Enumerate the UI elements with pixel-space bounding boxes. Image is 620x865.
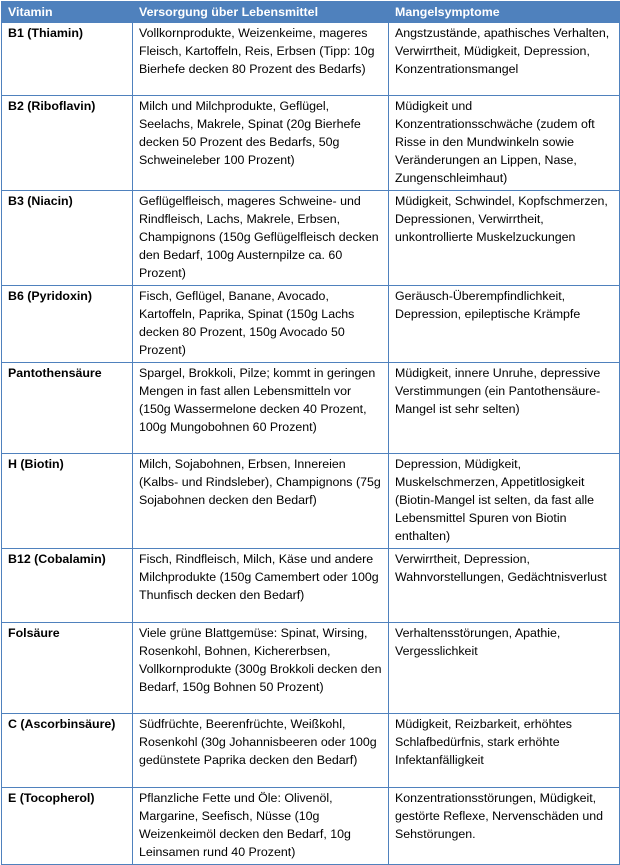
sources-cell: Milch, Sojabohnen, Erbsen, Innereien (Kalbs- und Rindsleber), Champignons (75g Sojabohnen decken den Bedarf) [133,454,389,549]
symptoms-cell: Müdigkeit, innere Unruhe, depressive Verstimmungen (ein Pantothensäure-Mangel ist sehr selten) [389,363,620,454]
symptoms-cell: Müdigkeit und Konzentrationsschwäche (zudem oft Risse in den Mundwinkeln sowie Veränderungen an Lippen, Nase, Zungenschleimhaut) [389,96,620,191]
table-row [2,788,620,865]
vitamin-cell: H (Biotin) [2,454,133,549]
table-header [2,2,620,23]
table-row [2,623,620,714]
sources-cell: Fisch, Geflügel, Banane, Avocado, Kartoffeln, Paprika, Spinat (150g Lachs decken 80 Prozent, 150g Avocado 50 Prozent) [133,286,389,363]
vitamin-cell: Folsäure [2,623,133,714]
table-row [2,191,620,286]
vitamin-cell: B6 (Pyridoxin) [2,286,133,363]
symptoms-cell: Angstzustände, apathisches Verhalten, Verwirrtheit, Müdigkeit, Depression, Konzentrationsmangel [389,23,620,96]
table-row [2,23,620,96]
vitamin-cell: B1 (Thiamin) [2,23,133,96]
sources-cell: Geflügelfleisch, mageres Schweine- und Rindfleisch, Lachs, Makrele, Erbsen, Champignons (150g Geflügelfleisch decken den Bedarf, 100g Austernpilze ca. 60 Prozent) [133,191,389,286]
symptoms-cell: Müdigkeit, Schwindel, Kopfschmerzen, Depressionen, Verwirrtheit, unkontrollierte Muskelzuckungen [389,191,620,286]
table-row [2,286,620,363]
vitamin-cell: B3 (Niacin) [2,191,133,286]
symptoms-cell: Konzentrationsstörungen, Müdigkeit, gestörte Reflexe, Nervenschäden und Sehstörungen. [389,788,620,865]
header-sources: Versorgung über Lebensmittel [133,2,389,23]
vitamin-cell: E (Tocopherol) [2,788,133,865]
sources-cell: Vollkornprodukte, Weizenkeime, mageres Fleisch, Kartoffeln, Reis, Erbsen (Tipp: 10g Bierhefe decken 80 Prozent des Bedarfs) [133,23,389,96]
vitamin-cell: B2 (Riboflavin) [2,96,133,191]
vitamin-table [1,1,620,865]
vitamin-cell: B12 (Cobalamin) [2,549,133,623]
sources-cell: Spargel, Brokkoli, Pilze; kommt in geringen Mengen in fast allen Lebensmitteln vor (150g Wassermelone decken 40 Prozent, 100g Mungobohnen 60 Prozent) [133,363,389,454]
symptoms-cell: Geräusch-Überempfindlichkeit, Depression, epileptische Krämpfe [389,286,620,363]
vitamin-cell: Pantothensäure [2,363,133,454]
symptoms-cell: Verwirrtheit, Depression, Wahnvorstellungen, Gedächtnisverlust [389,549,620,623]
symptoms-cell: Verhaltensstörungen, Apathie, Vergesslichkeit [389,623,620,714]
table-row [2,714,620,788]
symptoms-cell: Depression, Müdigkeit, Muskelschmerzen, Appetitlosigkeit (Biotin-Mangel ist selten, da fast alle Lebensmittel Spuren von Biotin enthalten) [389,454,620,549]
table-row [2,549,620,623]
header-symptoms: Mangelsymptome [389,2,620,23]
sources-cell: Viele grüne Blattgemüse: Spinat, Wirsing, Rosenkohl, Bohnen, Kichererbsen, Vollkornprodukte (300g Brokkoli decken den Bedarf, 150g Bohnen 50 Prozent) [133,623,389,714]
vitamin-cell: C (Ascorbinsäure) [2,714,133,788]
header-vitamin: Vitamin [2,2,133,23]
sources-cell: Milch und Milchprodukte, Geflügel, Seelachs, Makrele, Spinat (20g Bierhefe decken 50 Prozent des Bedarfs, 50g Schweineleber 100 Prozent) [133,96,389,191]
table-row [2,454,620,549]
table-row [2,363,620,454]
sources-cell: Südfrüchte, Beerenfrüchte, Weißkohl, Rosenkohl (30g Johannisbeeren oder 100g gedünstete Paprika decken den Bedarf) [133,714,389,788]
sources-cell: Fisch, Rindfleisch, Milch, Käse und andere Milchprodukte (150g Camembert oder 100g Thunfisch decken den Bedarf) [133,549,389,623]
table-body [2,23,620,865]
sources-cell: Pflanzliche Fette und Öle: Olivenöl, Margarine, Seefisch, Nüsse (10g Weizenkeimöl decken den Bedarf, 10g Leinsamen rund 40 Prozent) [133,788,389,865]
symptoms-cell: Müdigkeit, Reizbarkeit, erhöhtes Schlafbedürfnis, stark erhöhte Infektanfälligkeit [389,714,620,788]
table-row [2,96,620,191]
header-row [2,2,620,23]
